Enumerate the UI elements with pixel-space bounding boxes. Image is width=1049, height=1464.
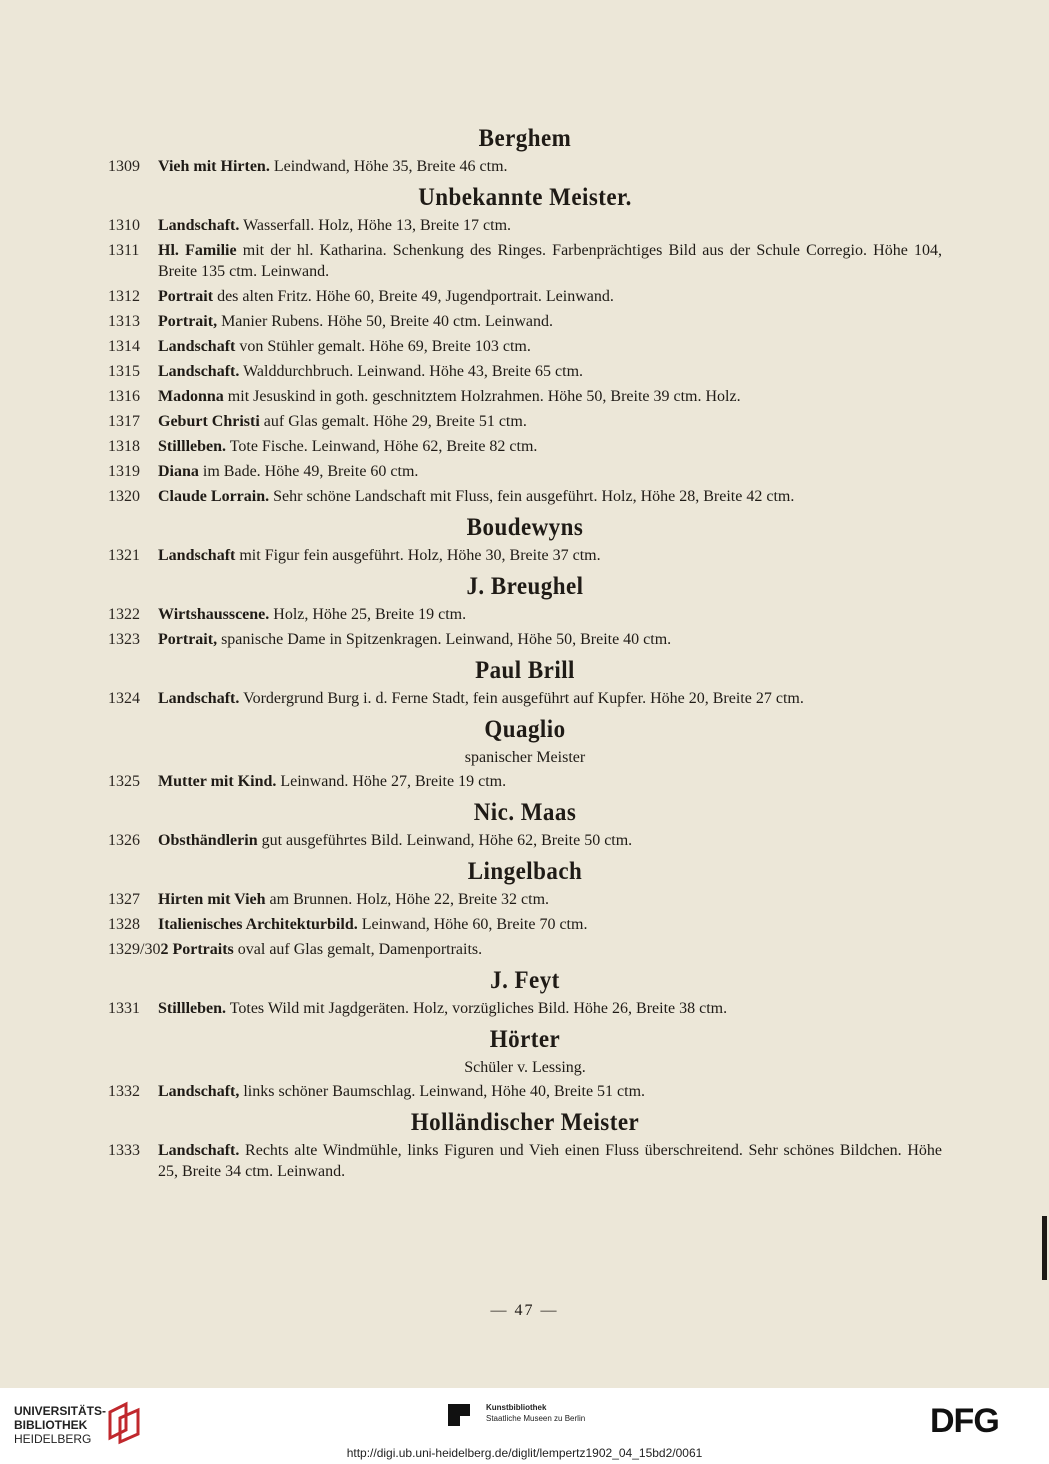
lot-details: oval auf Glas gemalt, Damenportraits. bbox=[233, 941, 483, 958]
ub-logo-line2: BIBLIOTHEK bbox=[14, 1418, 88, 1432]
lot-number: 1313 bbox=[108, 313, 140, 330]
lot-details: Leindwand, Höhe 35, Breite 46 ctm. bbox=[269, 158, 508, 175]
lot-title: Vieh mit Hirten. bbox=[158, 158, 270, 175]
catalog-entry bbox=[108, 486, 942, 507]
lot-details: Walddurchbruch. Leinwand. Höhe 43, Breite 65 ctm. bbox=[239, 363, 584, 380]
artist-heading: Quaglio bbox=[484, 716, 566, 743]
catalog-section bbox=[108, 1025, 942, 1102]
lot-title: Hl. Familie bbox=[158, 242, 237, 259]
lot-title: 2 Portraits bbox=[160, 941, 234, 958]
artist-heading: Nic. Maas bbox=[473, 799, 577, 826]
lot-description bbox=[158, 215, 942, 236]
lot-number: 1319 bbox=[108, 463, 140, 480]
lot-title: Stillleben. bbox=[158, 438, 227, 455]
catalog-entry bbox=[108, 411, 942, 432]
lot-number: 1317 bbox=[108, 413, 140, 430]
lot-title: Diana bbox=[158, 463, 199, 480]
lot-details: mit Jesuskind in goth. geschnitztem Holzrahmen. Höhe 50, Breite 39 ctm. Holz. bbox=[223, 388, 741, 405]
lot-number: 1316 bbox=[108, 388, 140, 405]
lot-title: Landschaft, bbox=[158, 1083, 240, 1100]
lot-description bbox=[158, 361, 942, 382]
lot-number: 1333 bbox=[108, 1142, 140, 1159]
catalog-content bbox=[108, 118, 942, 1186]
lot-title: Landschaft. bbox=[158, 1142, 240, 1159]
ub-logo-mark-icon bbox=[104, 1398, 144, 1446]
lot-details: Wasserfall. Holz, Höhe 13, Breite 17 ctm. bbox=[239, 217, 512, 234]
lot-description bbox=[158, 386, 942, 407]
lot-description bbox=[158, 889, 942, 910]
catalog-entry bbox=[108, 688, 942, 709]
catalog-section bbox=[108, 798, 942, 851]
lot-details: Holz, Höhe 25, Breite 19 ctm. bbox=[269, 606, 467, 623]
viewer-footer bbox=[0, 1388, 1049, 1464]
catalog-section bbox=[108, 513, 942, 566]
lot-description bbox=[158, 688, 942, 709]
lot-details: Vordergrund Burg i. d. Ferne Stadt, fein ausgeführt auf Kupfer. Höhe 20, Breite 27 ctm. bbox=[239, 690, 804, 707]
lot-number: 1322 bbox=[108, 606, 140, 623]
kb-subtitle: Staatliche Museen zu Berlin bbox=[486, 1414, 586, 1423]
permalink-url[interactable]: http://digi.ub.uni-heidelberg.de/diglit/lempertz1902_04_15bd2/0061 bbox=[346, 1446, 703, 1460]
lot-number: 1325 bbox=[108, 773, 140, 790]
lot-description bbox=[158, 1140, 942, 1182]
dfg-logo[interactable]: DFG bbox=[930, 1402, 999, 1440]
lot-number: 1312 bbox=[108, 288, 140, 305]
lot-title: Portrait, bbox=[158, 631, 218, 648]
lot-details: Totes Wild mit Jagdgeräten. Holz, vorzügliches Bild. Höhe 26, Breite 38 ctm. bbox=[226, 1000, 728, 1017]
lot-description bbox=[160, 939, 942, 960]
ub-heidelberg-logo[interactable] bbox=[14, 1404, 106, 1446]
lot-title: Portrait, bbox=[158, 313, 218, 330]
catalog-entry bbox=[108, 629, 942, 650]
catalog-entry bbox=[108, 361, 942, 382]
catalog-entry bbox=[108, 461, 942, 482]
lot-description bbox=[158, 545, 942, 566]
lot-number: 1331 bbox=[108, 1000, 140, 1017]
lot-details: von Stühler gemalt. Höhe 69, Breite 103 ctm. bbox=[235, 338, 531, 355]
artist-heading: Holländischer Meister bbox=[410, 1109, 640, 1136]
lot-details: mit der hl. Katharina. Schenkung des Ringes. Farbenprächtiges Bild aus der Schule Corregio. Höhe 104, Breite 135 ctm. Leinwand. bbox=[158, 242, 942, 280]
lot-title: Mutter mit Kind. bbox=[158, 773, 277, 790]
lot-description bbox=[158, 486, 942, 507]
lot-description bbox=[158, 830, 942, 851]
catalog-section bbox=[108, 1108, 942, 1182]
kunstbibliothek-logo[interactable] bbox=[448, 1402, 585, 1424]
catalog-entry bbox=[108, 286, 942, 307]
lot-description bbox=[158, 461, 942, 482]
lot-title: Geburt Christi bbox=[158, 413, 260, 430]
artist-heading: Boudewyns bbox=[466, 514, 584, 541]
lot-number: 1327 bbox=[108, 891, 140, 908]
lot-description bbox=[158, 411, 942, 432]
lot-details: gut ausgeführtes Bild. Leinwand, Höhe 62, Breite 50 ctm. bbox=[257, 832, 633, 849]
lot-details: auf Glas gemalt. Höhe 29, Breite 51 ctm. bbox=[259, 413, 527, 430]
lot-title: Portrait bbox=[158, 288, 214, 305]
lot-number: 1309 bbox=[108, 158, 140, 175]
catalog-entry bbox=[108, 939, 942, 960]
lot-description bbox=[158, 604, 942, 625]
lot-description bbox=[158, 240, 942, 282]
lot-number: 1323 bbox=[108, 631, 140, 648]
lot-description bbox=[158, 336, 942, 357]
lot-title: Hirten mit Vieh bbox=[158, 891, 266, 908]
lot-description bbox=[158, 771, 942, 792]
lot-title: Stillleben. bbox=[158, 1000, 227, 1017]
artist-subheading: Schüler v. Lessing. bbox=[464, 1059, 586, 1076]
catalog-section bbox=[108, 966, 942, 1019]
lot-description bbox=[158, 998, 942, 1019]
lot-description bbox=[158, 286, 942, 307]
artist-subheading: spanischer Meister bbox=[464, 749, 586, 766]
catalog-entry bbox=[108, 386, 942, 407]
lot-number: 1329/30 bbox=[108, 941, 161, 958]
lot-number: 1311 bbox=[108, 242, 140, 259]
lot-details: Sehr schöne Landschaft mit Fluss, fein ausgeführt. Holz, Höhe 28, Breite 42 ctm. bbox=[269, 488, 795, 505]
catalog-entry bbox=[108, 156, 942, 177]
catalog-entry bbox=[108, 336, 942, 357]
catalog-section bbox=[108, 857, 942, 960]
catalog-entry bbox=[108, 240, 942, 282]
lot-number: 1321 bbox=[108, 547, 140, 564]
catalog-section bbox=[108, 572, 942, 650]
lot-description bbox=[158, 629, 942, 650]
page-number: — 47 — bbox=[490, 1302, 559, 1319]
lot-details: am Brunnen. Holz, Höhe 22, Breite 32 ctm. bbox=[265, 891, 550, 908]
catalog-entry bbox=[108, 545, 942, 566]
catalog-entry bbox=[108, 771, 942, 792]
lot-number: 1324 bbox=[108, 690, 140, 707]
ub-logo-line3: HEIDELBERG bbox=[14, 1432, 92, 1446]
lot-details: Tote Fische. Leinwand, Höhe 62, Breite 82 ctm. bbox=[226, 438, 538, 455]
lot-title: Italienisches Architekturbild. bbox=[158, 916, 358, 933]
catalog-entry bbox=[108, 830, 942, 851]
ub-logo-line1: UNIVERSITÄTS- bbox=[14, 1404, 107, 1418]
catalog-entry bbox=[108, 1140, 942, 1182]
artist-heading: Hörter bbox=[489, 1026, 561, 1053]
catalog-section bbox=[108, 656, 942, 709]
lot-description bbox=[158, 914, 942, 935]
lot-number: 1310 bbox=[108, 217, 140, 234]
kunstbibliothek-icon bbox=[448, 1404, 470, 1426]
catalog-entry bbox=[108, 604, 942, 625]
catalog-entry bbox=[108, 436, 942, 457]
artist-heading: Unbekannte Meister. bbox=[418, 184, 632, 211]
kb-name: Kunstbibliothek bbox=[486, 1403, 547, 1412]
lot-title: Madonna bbox=[158, 388, 224, 405]
lot-details: Rechts alte Windmühle, links Figuren und Vieh einen Fluss überschreitend. Sehr schönes Bildchen. Höhe 25, Breite 34 ctm. Leinwand. bbox=[158, 1142, 942, 1180]
lot-description bbox=[158, 156, 942, 177]
lot-title: Landschaft bbox=[158, 338, 236, 355]
lot-description bbox=[158, 436, 942, 457]
catalog-section bbox=[108, 715, 942, 792]
catalog-entry bbox=[108, 889, 942, 910]
lot-title: Landschaft. bbox=[158, 363, 240, 380]
catalog-section bbox=[108, 124, 942, 177]
catalog-entry bbox=[108, 998, 942, 1019]
lot-title: Landschaft bbox=[158, 547, 236, 564]
catalog-section bbox=[108, 183, 942, 507]
lot-number: 1318 bbox=[108, 438, 140, 455]
lot-details: spanische Dame in Spitzenkragen. Leinwand, Höhe 50, Breite 40 ctm. bbox=[217, 631, 672, 648]
catalog-entry bbox=[108, 215, 942, 236]
artist-heading: Berghem bbox=[478, 125, 572, 152]
lot-details: Leinwand. Höhe 27, Breite 19 ctm. bbox=[276, 773, 507, 790]
lot-number: 1326 bbox=[108, 832, 140, 849]
lot-title: Landschaft. bbox=[158, 217, 240, 234]
lot-number: 1320 bbox=[108, 488, 140, 505]
lot-number: 1328 bbox=[108, 916, 140, 933]
lot-title: Obsthändlerin bbox=[158, 832, 258, 849]
lot-details: Leinwand, Höhe 60, Breite 70 ctm. bbox=[357, 916, 588, 933]
artist-heading: Paul Brill bbox=[475, 657, 575, 684]
lot-number: 1332 bbox=[108, 1083, 140, 1100]
lot-details: im Bade. Höhe 49, Breite 60 ctm. bbox=[198, 463, 419, 480]
artist-heading: J. Feyt bbox=[490, 967, 560, 994]
lot-details: Manier Rubens. Höhe 50, Breite 40 ctm. Leinwand. bbox=[217, 313, 553, 330]
catalog-entry bbox=[108, 311, 942, 332]
lot-title: Landschaft. bbox=[158, 690, 240, 707]
lot-details: mit Figur fein ausgeführt. Holz, Höhe 30, Breite 37 ctm. bbox=[235, 547, 601, 564]
artist-heading: Lingelbach bbox=[467, 858, 583, 885]
artist-heading: J. Breughel bbox=[466, 573, 584, 600]
lot-title: Wirtshausscene. bbox=[158, 606, 270, 623]
lot-details: links schöner Baumschlag. Leinwand, Höhe 40, Breite 51 ctm. bbox=[239, 1083, 646, 1100]
lot-number: 1315 bbox=[108, 363, 140, 380]
catalog-entry bbox=[108, 1081, 942, 1102]
lot-number: 1314 bbox=[108, 338, 140, 355]
lot-details: des alten Fritz. Höhe 60, Breite 49, Jugendportrait. Leinwand. bbox=[213, 288, 614, 305]
catalog-entry bbox=[108, 914, 942, 935]
lot-title: Claude Lorrain. bbox=[158, 488, 270, 505]
lot-description bbox=[158, 311, 942, 332]
lot-description bbox=[158, 1081, 942, 1102]
page-edge-mark bbox=[1042, 1216, 1047, 1280]
